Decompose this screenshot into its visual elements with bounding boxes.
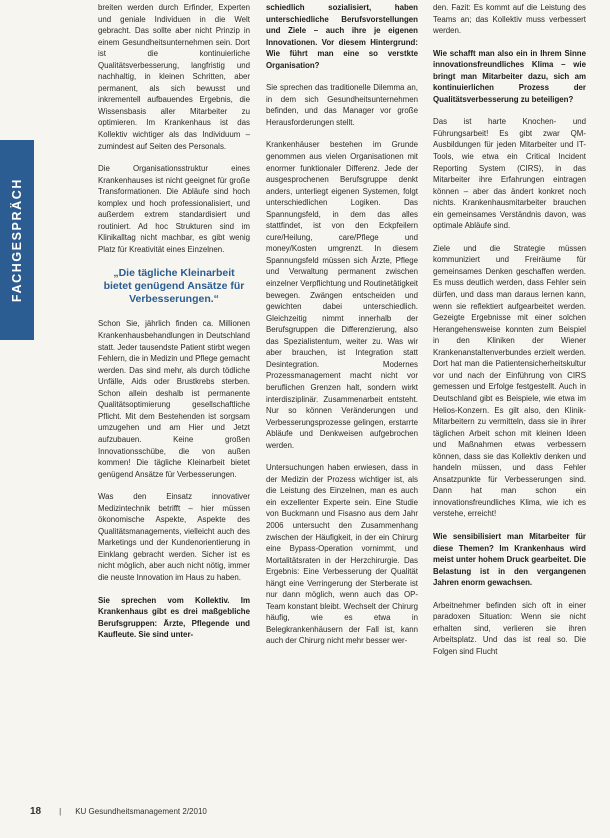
page-number: 18 <box>30 806 42 817</box>
interview-question: Sie sprechen vom Kollektiv. Im Krankenhaus gibt es drei maßgebliche Berufsgruppen: Ärzte, Pflegende und Kaufleute. Sie sind unter- <box>98 595 250 640</box>
paragraph: Ziele und die Strategie müssen kommuniziert und Freiräume für gemeinsames Denken geschaffen werden. Es muss deutlich werden, dass Fehler sein dürfen, und dass man daraus lernen kann, wenn sie reflektiert aufgearbeitet werden. Gezeigte Ergebnisse mit einer solchen Herangehensweise konnten zum Beispiel in den Kliniken der Wiener Krankenanstaltenverbundes erzielt werden. Dort hat man die Patientensicherheitskultur vor und nach der Einführung von CIRS gemessen und Erfolge festgestellt. Auch in Deutschland gibt es Beispiele, wie etwa im Helios-Konzern. Es gilt also, den Klinik-Mitarbeitern zu vermitteln, dass sie in ihrer täglichen Arbeit schon mit kleinen Ideen und Maßnahmen etwas verbessern können, dass sie das Kollektiv denken und handeln müssen, und dass Fehler Ansatzpunkte für Verbesserungen sind. Dann hat man schon ein innovationsfreundliches Klima, wie ich es verstehe, erreicht! <box>433 243 586 519</box>
paragraph: Sie sprechen das traditionelle Dilemma an, in dem sich Gesundheitsunternehmen befinden, und das Manager vor große Herausforderungen stellt. <box>266 83 418 127</box>
paragraph: Was den Einsatz innovativer Medizintechnik betrifft – hier müssen ökonomische Aspekte, Aspekte des Qualitätsmanagements, vielleicht auch des Marketings und der Kundenorientierung in Einklang gebracht werden. Sicher ist es nicht möglich, aber auch nicht nötig, immer die neuste Innovation im Haus zu haben. <box>98 492 250 582</box>
footer-separator: | <box>59 807 62 816</box>
interview-question: schiedlich sozialisiert, haben unterschiedliche Berufsvorstellungen und Ziele – auch ihre je eigenen Innovationen. Vor diesem Hintergrund: Wie führt man eine so verstkte Organisation? <box>266 3 418 70</box>
paragraph: Krankenhäuser bestehen im Grunde genommen aus vielen Organisationen mit enormer funktionaler Differenz. Jede der ausgesprochenen Berufsgruppe denkt anders, unterliegt eigenen Systemen, folgt unterschiedlichen Logiken. Das Spannungsfeld, in dem das alles stattfindet, ist von den Eckpfeilern cure/Heilung, care/Pflege und money/Kosten umgrenzt. In diesem Spannungsfeld müssen sich Ärzte, Pflege und Verwaltung permanent zwischen einzelner Verpflichtung und Routinetätigkeit bewegen. Zwängen entscheiden und gewichten dabei unterschiedlich. Gleichzeitig nimmt innerhalb der Berufsgruppen die Differenzierung, also das Spezialistentum, weiter zu. Was wir aber brauchen, ist Integration statt Desintegration. Modernes Prozessmanagement macht nicht vor beruflichen Grenzen halt, sondern wirkt interdisziplinär. Zusammenarbeit entsteht. Nur so können Veränderungen und Verbesserungsprozesse gelingen, erstarrte Abläufe und Denkweisen aufgebrochen werden. <box>266 140 418 450</box>
paragraph: Untersuchungen haben erwiesen, dass in der Medizin der Prozess wichtiger ist, als die Leistung des Einzelnen, man es auch ein exzellenter Experte sein. Eine Studie von Buckmann und Fisasno aus dem Jahr 2006 untersucht den Zusammenhang zwischen der Häufigkeit, in der ein Chirurg eine Bypass-Operation vornimmt, und Mortalitätsraten in der Herzchirurgie. Das Ergebnis: Eine Verbesserung der Qualität hängt eine Verringerung der Sterberate ist nur dann möglich, wenn auch das OP-Team konstant bleibt. Wechselt der Chirurg häufig, wie es etwa in Belegkrankenhäusern der Fall ist, kann auch der Chirurg nicht mehr besser wer- <box>266 463 418 646</box>
section-tab <box>0 140 34 340</box>
paragraph: Die Organisationsstruktur eines Krankenhauses ist nicht geeignet für große Transformationen. Die Abläufe sind hoch komplex und hoch professionalisiert, und außerdem extrem standardisiert und routiniert. Ad hoc Strukturen sind im Klinikalltag nicht machbar, es gibt wenig Platz für Kreativität eines Einzelnen. <box>98 164 250 254</box>
paragraph: Arbeitnehmer befinden sich oft in einer paradoxen Situation: Wenn sie nicht erhalten sind, verlieren sie ihren Arbeitsplatz. Und das ist real so. Die Folgen sind Flucht <box>433 600 586 656</box>
text-column-3 <box>433 2 586 668</box>
text-column-1 <box>98 2 250 652</box>
publication-name: KU Gesundheitsmanagement 2/2010 <box>75 807 207 816</box>
paragraph: den. Fazit: Es kommt auf die Leistung des Teams an; das Kollektiv muss verbessert werden. <box>433 3 586 36</box>
pull-quote: „Die tägliche Kleinarbeit bietet genügend Ansätze für Verbesserungen.“ <box>103 267 245 306</box>
page-footer <box>30 806 207 817</box>
paragraph: Das ist harte Knochen- und Führungsarbeit! Es gibt zwar QM-Ausbildungen für jeden Mitarbeiter und IT-Tools, wie etwa ein Critical Incident Reporting System (CIRS), in das Mitarbeiter ihre Erfahrungen eintragen können – aber das ändert konkret noch nichts. Krankenhausmitarbeiter brauchen ein gemeinsames Verständnis davon, was optimale Abläufe sind. <box>433 117 586 231</box>
interview-question: Wie sensibilisiert man Mitarbeiter für diese Themen? Im Krankenhaus wird meist unter hohem Druck gearbeitet. Die Belastung ist in den vergangenen Jahren enorm gewachsen. <box>433 531 586 588</box>
paragraph: breiten werden durch Erfinder, Experten und geniale Individuen in die Welt gebracht. Das sollte aber nicht Prinzip in einem Gesundheitsunternehmen sein. Dort ist die kontinuierliche Qualitätsverbesserung, langfristig und nachhaltig, in kleinen Schritten, aber permanent, als sich bewusst und inkrementell aufbauendes Ergebnis, die Wissensbasis aller Mitarbeiter zu optimieren. Im Krankenhaus ist das Kollektiv wichtiger als das Individuum – zumindest auf Seiten des Personals. <box>98 3 250 151</box>
interview-question: Wie schafft man also ein in Ihrem Sinne innovationsfreundliches Klima – wie bringt man Mitarbeiter dazu, sich am kontinuierlichen Prozess der Qualitätsverbesserung zu beteiligen? <box>433 48 586 104</box>
text-column-2 <box>266 2 418 658</box>
section-label: FACHGESPRÄCH <box>10 177 24 303</box>
paragraph: Schon Sie, jährlich finden ca. Millionen Krankenhausbehandlungen in Deutschland statt. Jeder tausendste Patient stirbt wegen Fehlern, die in Medizin und Pflege gemacht werden. Das sind mehr, als durch tödliche Unfälle, Aids oder Brustkrebs sterben. Schon allein deshalb ist permanente Qualitätsoptimierung gesellschaftliche Pflicht. Mit dem Bestehenden ist sorgsam umzugehen und am Hier und Jetzt aufzubauen. Keine großen Innovationsschübe, die von außen kommen! Die tägliche Kleinarbeit bietet genügend Ansätze für Verbesserungen. <box>98 319 250 479</box>
